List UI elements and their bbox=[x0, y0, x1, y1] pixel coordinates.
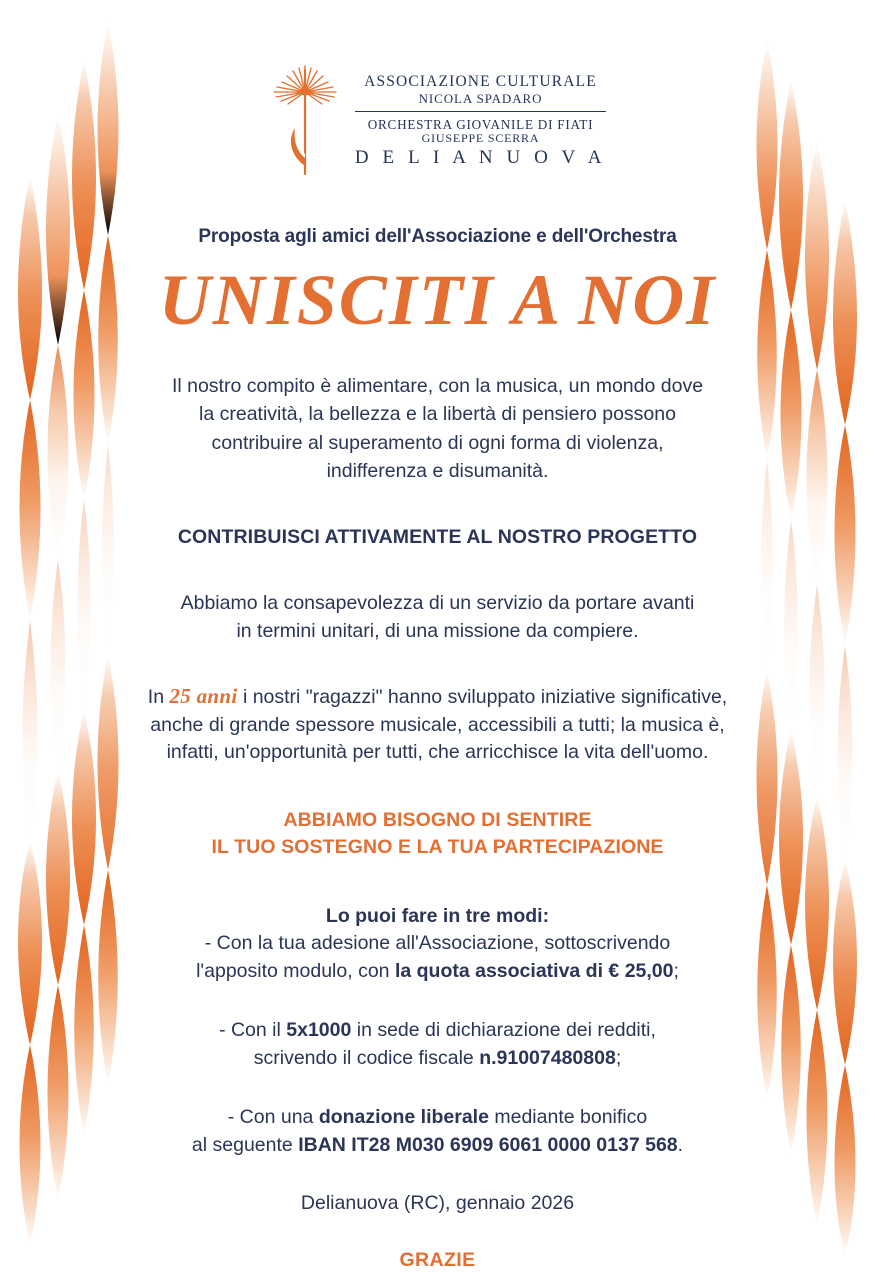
awareness-paragraph bbox=[128, 589, 748, 646]
awareness-line-2: in termini unitari, di una missione da compiere. bbox=[236, 620, 639, 643]
history-prefix: In bbox=[147, 685, 170, 708]
kicker-text: Proposta agli amici dell'Associazione e dell'Orchestra bbox=[198, 226, 677, 247]
mission-line-3: contribuire al superamento di ogni forma di violenza, bbox=[211, 431, 664, 454]
need-line-2: IL TUO SOSTEGNO E LA TUA PARTECIPAZIONE bbox=[211, 835, 664, 858]
logo-divider bbox=[355, 111, 606, 112]
organization-logo bbox=[128, 62, 748, 180]
option1-line-2-pre: l'apposito modulo, con bbox=[196, 960, 395, 983]
option2-line-2-pre: scrivendo il codice fiscale bbox=[253, 1047, 480, 1070]
mission-paragraph bbox=[128, 372, 748, 486]
option1-line-1: - Con la tua adesione all'Associazione, sottoscrivendo bbox=[204, 931, 671, 954]
history-years-highlight: 25 anni bbox=[169, 683, 238, 708]
logo-line-city: D E L I A N U O V A bbox=[354, 147, 607, 169]
option2-5x1000-label: 5x1000 bbox=[286, 1018, 352, 1041]
mission-line-2: la creatività, la bellezza e la libertà di pensiero possono bbox=[199, 403, 676, 426]
mission-line-1: Il nostro compito è alimentare, con la musica, un mondo dove bbox=[171, 375, 704, 397]
logo-line-name: NICOLA SPADARO bbox=[418, 90, 543, 106]
decorative-border-left bbox=[0, 0, 118, 1241]
option2-line-2-post: ; bbox=[615, 1047, 622, 1070]
decorative-border-right bbox=[757, 0, 875, 1241]
history-line-3: infatti, un'opportunità per tutti, che arricchisce la vita dell'uomo. bbox=[166, 741, 709, 764]
page-title: UNISCITI A NOI bbox=[158, 260, 717, 340]
option2-line-1-post: in sede di dichiarazione dei redditi, bbox=[351, 1018, 656, 1041]
cross-starburst-flame-icon bbox=[269, 62, 341, 180]
option3-iban: IBAN IT28 M030 6909 6061 0000 0137 568 bbox=[298, 1134, 678, 1157]
mission-line-4: indifferenza e disumanità. bbox=[326, 460, 549, 483]
option1-line-2-post: ; bbox=[673, 960, 679, 983]
option2-tax-code: n.91007480808 bbox=[479, 1047, 616, 1070]
way-option-3 bbox=[128, 1103, 748, 1160]
way-option-2 bbox=[128, 1016, 748, 1073]
awareness-line-1: Abbiamo la consapevolezza di un servizio da portare avanti bbox=[180, 591, 695, 614]
history-line-1-rest: i nostri "ragazzi" hanno sviluppato iniziative significative, bbox=[237, 685, 728, 708]
option3-line-1-post: mediante bonifico bbox=[488, 1105, 648, 1128]
option2-line-1-pre: - Con il bbox=[219, 1018, 287, 1041]
logo-wordmark bbox=[355, 73, 606, 169]
option3-line-1-pre: - Con una bbox=[227, 1105, 319, 1128]
place-and-date: Delianuova (RC), gennaio 2026 bbox=[300, 1191, 575, 1214]
option3-line-2-pre: al seguente bbox=[191, 1134, 299, 1157]
option1-fee-amount: la quota associativa di € 25,00 bbox=[394, 960, 674, 983]
logo-line-association: ASSOCIAZIONE CULTURALE bbox=[364, 72, 597, 90]
need-heading bbox=[128, 807, 748, 861]
flyer-content bbox=[128, 0, 748, 1272]
logo-line-dedication: GIUSEPPE SCERRA bbox=[421, 131, 540, 146]
need-line-1: ABBIAMO BISOGNO DI SENTIRE bbox=[283, 809, 592, 831]
option3-line-2-post: . bbox=[677, 1134, 684, 1157]
history-paragraph bbox=[128, 682, 748, 767]
ways-title: Lo puoi fare in tre modi: bbox=[325, 904, 550, 927]
thanks-text: GRAZIE bbox=[399, 1248, 476, 1271]
way-option-1 bbox=[128, 929, 748, 986]
history-line-2: anche di grande spessore musicale, accessibili a tutti; la musica è, bbox=[150, 713, 725, 736]
option3-donation-label: donazione liberale bbox=[318, 1105, 489, 1128]
logo-line-orchestra: ORCHESTRA GIOVANILE DI FIATI bbox=[367, 116, 594, 132]
call-to-action-heading: CONTRIBUISCI ATTIVAMENTE AL NOSTRO PROGETTO bbox=[177, 525, 698, 548]
